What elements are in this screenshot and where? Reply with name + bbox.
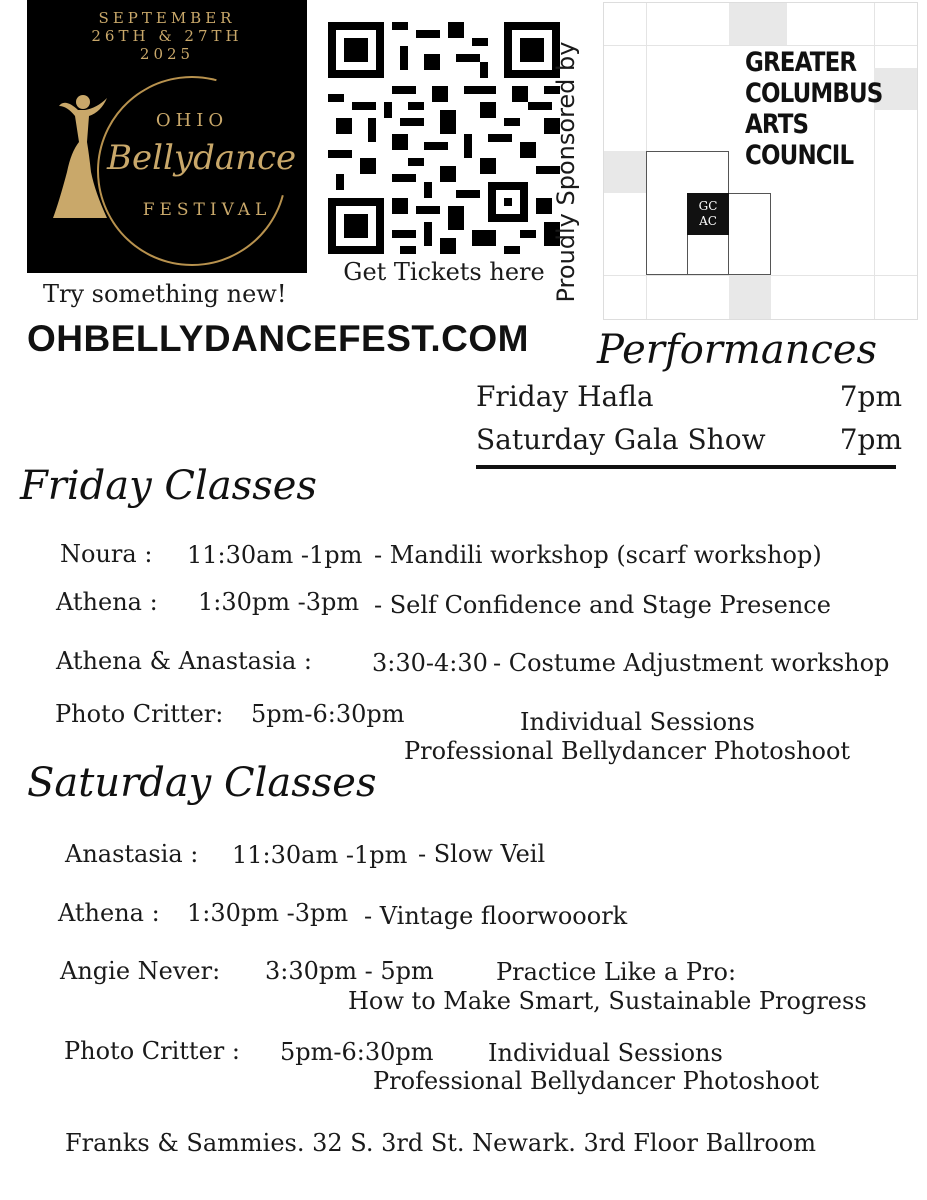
class-description-line2: Professional Bellydancer Photoshoot — [404, 737, 851, 765]
class-description-line2: How to Make Smart, Sustainable Progress — [348, 987, 867, 1015]
class-description: Individual Sessions — [488, 1039, 723, 1067]
class-time: 11:30am -1pm — [232, 841, 408, 869]
badge-line2: AC — [699, 214, 717, 228]
class-time: 5pm-6:30pm — [251, 700, 405, 728]
class-description: Practice Like a Pro: — [496, 958, 737, 986]
class-instructor: Athena : — [58, 899, 160, 927]
performances-title: Performances — [597, 327, 878, 373]
class-description: - Vintage floorwooork — [364, 902, 628, 930]
class-time: 3:30pm - 5pm — [265, 957, 434, 985]
venue-address: Franks & Sammies. 32 S. 3rd St. Newark. 3rd Floor Ballroom — [65, 1129, 816, 1157]
class-description-line2: Professional Bellydancer Photoshoot — [373, 1067, 820, 1095]
performance-time: 7pm — [839, 380, 902, 413]
class-time: 5pm-6:30pm — [280, 1038, 434, 1066]
class-time: 1:30pm -3pm — [187, 899, 349, 927]
class-instructor: Anastasia : — [65, 840, 199, 868]
class-time: 3:30-4:30 — [372, 649, 488, 677]
class-time: 11:30am -1pm — [187, 541, 363, 569]
logo-date-days: 26TH & 27TH — [91, 27, 243, 45]
festival-logo — [27, 0, 307, 273]
sponsor-org-line2: COLUMBUS — [745, 78, 883, 109]
dancer-silhouette-icon — [45, 92, 115, 222]
class-instructor: Photo Critter: — [55, 700, 224, 728]
performance-name: Saturday Gala Show — [476, 423, 766, 456]
performance-row — [476, 423, 902, 456]
sponsor-badge — [687, 193, 729, 235]
class-description: Individual Sessions — [520, 708, 755, 736]
logo-festival: FESTIVAL — [142, 200, 272, 220]
logo-script-text: Bellydance — [107, 138, 297, 178]
class-instructor: Angie Never: — [60, 957, 221, 985]
sponsor-org-name — [745, 47, 883, 171]
performance-name: Friday Hafla — [476, 380, 654, 413]
saturday-classes-title: Saturday Classes — [27, 760, 377, 806]
performance-time: 7pm — [839, 423, 902, 456]
class-instructor: Photo Critter : — [64, 1037, 240, 1065]
performance-row — [476, 380, 902, 413]
class-time: 1:30pm -3pm — [198, 588, 360, 616]
logo-ohio: OHIO — [155, 110, 229, 131]
sponsor-org-line1: GREATER — [745, 47, 857, 78]
website-url[interactable]: OHBELLYDANCEFEST.COM — [27, 318, 530, 359]
sponsor-org-line3: ARTS — [745, 109, 809, 140]
logo-date-year: 2025 — [139, 45, 195, 63]
friday-classes-title: Friday Classes — [20, 463, 317, 509]
class-description: - Slow Veil — [418, 840, 546, 868]
divider — [476, 465, 896, 469]
tagline: Try something new! — [43, 280, 287, 308]
logo-date-month: SEPTEMBER — [98, 9, 236, 27]
qr-code-icon[interactable] — [326, 22, 562, 254]
sponsor-logo — [603, 2, 918, 320]
class-description: - Self Confidence and Stage Presence — [374, 591, 831, 619]
sponsor-label: Proudly Sponsored by — [552, 41, 580, 303]
get-tickets-label[interactable]: Get Tickets here — [343, 258, 545, 286]
class-instructor: Athena & Anastasia : — [56, 647, 312, 675]
class-description: - Mandili workshop (scarf workshop) — [374, 541, 822, 569]
badge-line1: GC — [698, 199, 718, 213]
class-instructor: Athena : — [56, 588, 158, 616]
class-instructor: Noura : — [60, 540, 153, 568]
sponsor-org-line4: COUNCIL — [745, 140, 854, 171]
class-description: - Costume Adjustment workshop — [493, 649, 890, 677]
